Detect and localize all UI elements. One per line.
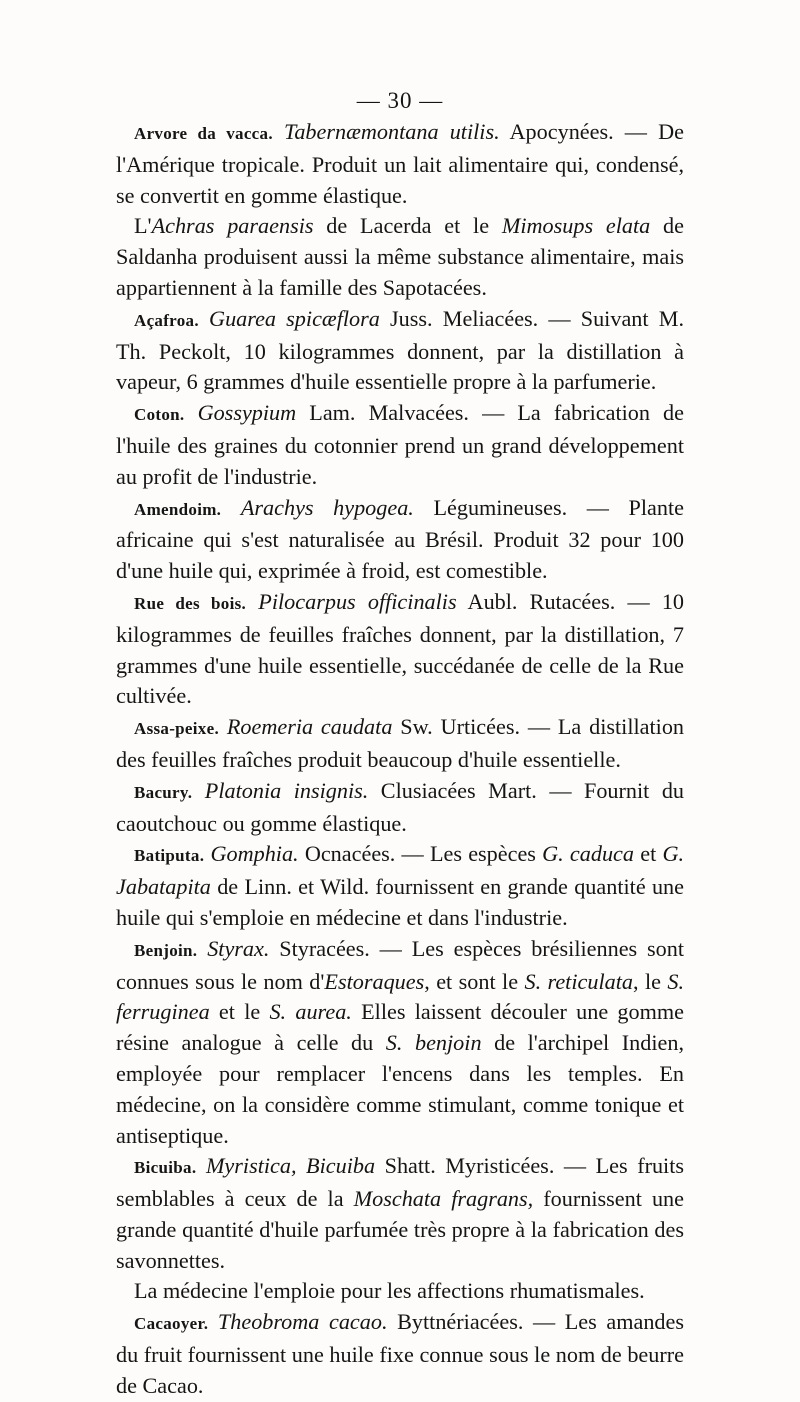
- entry-term: Açafroa.: [134, 310, 199, 330]
- scientific-name: Platonia insignis.: [204, 777, 369, 803]
- scientific-name: G. caduca: [542, 841, 635, 867]
- entry-text: Clusiacées Mart. — Fournit du caoutchouc ou gomme élastique.: [116, 777, 685, 836]
- entry-term: Rue des bois.: [134, 593, 247, 613]
- entry-batiputa: [116, 839, 684, 933]
- entry-term: Assa-peixe.: [134, 719, 219, 739]
- scientific-name: S. benjoin: [385, 1030, 482, 1056]
- scientific-name: Myristica, Bicuiba: [205, 1153, 376, 1179]
- entry-bicuiba: [116, 1151, 684, 1276]
- entry-term: Benjoin.: [134, 940, 198, 960]
- entry-text: La médecine l'emploie pour les affections rhumatismales.: [134, 1278, 645, 1304]
- scientific-name: Estoraques: [324, 968, 425, 994]
- entry-term: Bicuiba.: [134, 1158, 197, 1178]
- scientific-name: S. reticulata: [524, 968, 633, 994]
- paragraph-achras: [116, 211, 684, 303]
- scientific-name: Gossypium: [197, 400, 297, 426]
- scientific-name: Styrax.: [207, 935, 270, 961]
- entry-term: Batiputa.: [134, 846, 205, 866]
- entry-coton: [116, 398, 684, 492]
- scientific-name: Arachys hypogea.: [240, 494, 414, 520]
- entry-term: Cacaoyer.: [134, 1314, 209, 1334]
- scientific-name: Pilocarpus officinalis: [258, 588, 457, 614]
- scientific-name: Tabernæmontana utilis.: [284, 119, 500, 144]
- scientific-name: Roemeria caudata: [226, 714, 393, 740]
- scientific-name: Moschata fragrans,: [353, 1186, 534, 1212]
- entry-text: Juss. Meliacées. — Suivant M. Th. Peckolt, 10 kilogrammes donnent, par la distillation à vapeur, 6 grammes d'huile essentielle propre à la parfumerie.: [116, 305, 684, 395]
- entry-cacaoyer: [116, 1307, 684, 1401]
- page-body: [116, 117, 684, 1402]
- entry-rue-des-bois: [116, 587, 684, 712]
- scientific-name: G. Jabatapita: [116, 841, 685, 900]
- entry-text: Lam. Malvacées. — La fabrication de l'huile des graines du cotonnier prend un grand développement au profit de l'industrie.: [116, 400, 684, 489]
- scientific-name: Theobroma cacao.: [217, 1309, 388, 1335]
- entry-term: Amendoim.: [134, 499, 222, 519]
- entry-assa-peixe: [116, 712, 684, 776]
- entry-term: Arvore da vacca.: [134, 124, 273, 143]
- entry-text: de Lacerda et le: [313, 213, 502, 239]
- entry-text: Aubl. Rutacées. — 10 kilogrammes de feuilles fraîches donnent, par la distillation, 7 grammes d'une huile essentielle, succédanée de celle de la Rue cultivée.: [116, 588, 685, 709]
- entry-text: , et sont le: [424, 968, 525, 994]
- entry-acafroa: [116, 304, 684, 398]
- entry-text: Ocnacées. — Les espèces: [298, 841, 543, 867]
- scientific-name: Achras paraensis: [151, 213, 314, 239]
- entry-text: , le: [632, 968, 668, 994]
- entry-text: de Linn. et Wild. fournissent en grande quantité une huile qui s'emploie en médecine et dans l'industrie.: [116, 874, 684, 930]
- entry-text: Apocynées. — De l'Amérique tropicale. Produit un lait alimentaire qui, condensé, se convertit en gomme élastique.: [116, 119, 684, 208]
- scientific-name: Guarea spicæflora: [209, 305, 380, 331]
- scientific-name: Gomphia.: [210, 841, 299, 867]
- entry-text: Elles laissent découler une gomme résine analogue à celle du: [116, 999, 684, 1056]
- entry-text: L': [134, 213, 152, 239]
- scientific-name: S. ferruginea: [116, 968, 685, 1025]
- entry-term: Bacury.: [134, 782, 193, 802]
- scientific-name: Mimosups elata: [501, 213, 651, 239]
- entry-amendoim: [116, 493, 684, 587]
- entry-text: de l'archipel Indien, employée pour remplacer l'encens dans les temples. En médecine, on la considère comme stimulant, comme tonique et antiseptique.: [116, 1030, 685, 1148]
- entry-text: et le: [209, 999, 270, 1025]
- entry-text: Styracées. — Les espèces brésiliennes sont connues sous le nom d': [116, 935, 685, 994]
- entry-arvore-da-vacca: [116, 117, 684, 211]
- entry-bacury: [116, 776, 684, 840]
- entry-text: Sw. Urticées. — La distillation des feuilles fraîches produit beaucoup d'huile essentielle.: [116, 714, 685, 772]
- entry-benjoin: [116, 934, 684, 1152]
- entry-text: et: [634, 841, 663, 867]
- page-number: — 30 —: [356, 88, 444, 113]
- entry-term: Coton.: [134, 405, 185, 425]
- entry-text: Shatt. Myristicées. — Les fruits semblables à ceux de la: [116, 1153, 685, 1212]
- paragraph-medecine: [116, 1276, 684, 1307]
- entry-text: fournissent une grande quantité d'huile parfumée très propre à la fabrication des savonnettes.: [116, 1186, 684, 1273]
- scientific-name: S. aurea.: [269, 999, 352, 1025]
- entry-text: de Saldanha produisent aussi la même substance alimentaire, mais appartiennent à la famille des Sapotacées.: [116, 213, 684, 300]
- entry-text: Légumineuses. — Plante africaine qui s'est naturalisée au Brésil. Produit 32 pour 100 d'une huile qui, exprimée à froid, est comestible.: [116, 494, 685, 584]
- entry-text: Byttnériacées. — Les amandes du fruit fournissent une huile fixe connue sous le nom de beurre de Cacao.: [116, 1309, 685, 1398]
